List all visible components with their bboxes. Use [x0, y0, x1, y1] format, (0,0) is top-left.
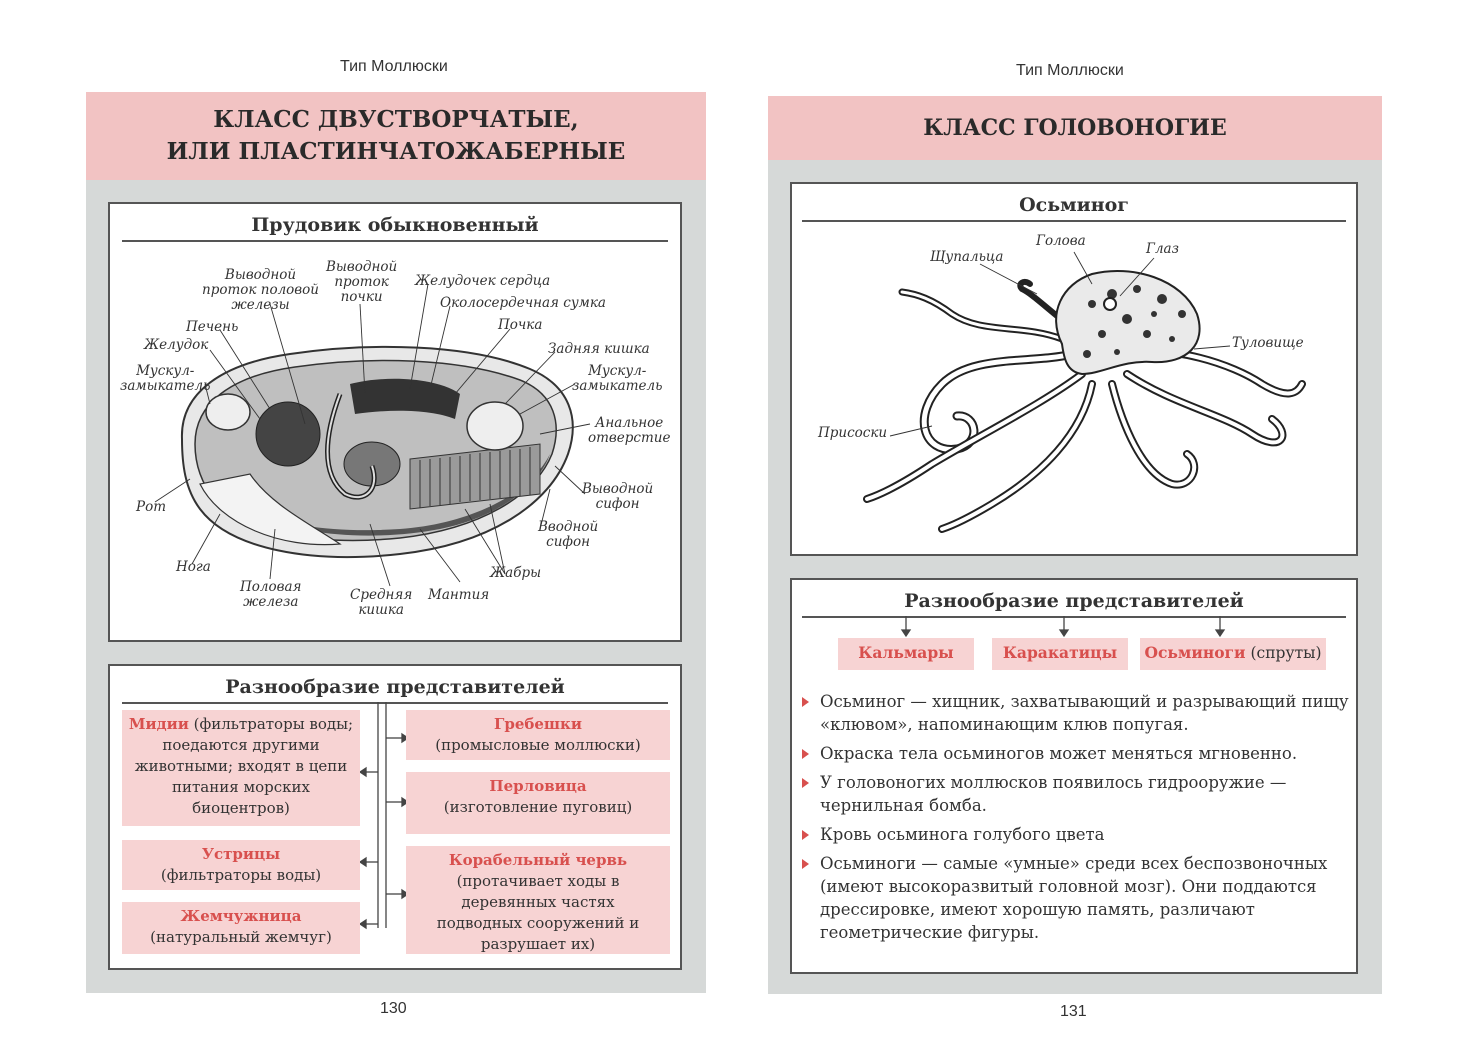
label-muskul-left: Мускул- замыкатель [120, 363, 211, 394]
bivalve-diversity-card [108, 664, 682, 970]
label-vyvodnoy-protok-polovoy: Выводной проток половой железы [202, 267, 319, 313]
diversity-item-desc: (изготовление пуговиц) [443, 798, 633, 816]
diversity-item-midii [122, 710, 360, 826]
label-vyvodnoy-protok-pochki: Выводной проток почки [326, 259, 398, 305]
fact-item: Осьминоги — самые «умные» среди всех беспозвоночных (имеют высокоразвитый головной мозг). Они поддаются дрессировке, имеют хорошую память, различают геометрические фигуры. [800, 852, 1352, 944]
diversity-item-name: Перловица [489, 777, 587, 795]
diversity-item-name: Устрицы [201, 845, 281, 863]
diversity-item-name: Жемчужница [180, 907, 302, 925]
diversity-item-name: Каракатицы [1002, 643, 1118, 662]
label-okoloserdechnaya: Околосердечная сумка [440, 295, 606, 311]
page-number-right: 131 [1060, 1003, 1087, 1020]
diversity-item-name: Корабельный червь [448, 851, 628, 869]
diversity-item-grebeshki [406, 710, 670, 760]
label-zadnyaya-kishka: Задняя кишка [548, 341, 650, 357]
running-head-left: Тип Моллюски [340, 58, 448, 75]
left-banner-title-line1: КЛАСС ДВУСТВОРЧАТЫЕ, [213, 106, 579, 133]
bivalve-diagram-title: Прудовик обыкновенный [251, 214, 539, 236]
label-zhabry: Жабры [490, 565, 542, 581]
label-vyvodnoy-sifon: Выводной сифон [582, 481, 654, 512]
octopus-diagram-card [790, 182, 1358, 556]
diversity-item-perlovitsa [406, 772, 670, 834]
label-srednyaya-kishka: Средняя кишка [350, 587, 413, 618]
diversity-item-zhemchuzhnitsa [122, 902, 360, 954]
label-pechen: Печень [186, 319, 239, 335]
label-shchupaltsa: Щупальца [930, 249, 1004, 265]
label-glaz: Глаз [1146, 241, 1179, 257]
diversity-item-karakatitsy [992, 638, 1128, 670]
diversity-item-desc: (натуральный жемчуг) [150, 928, 332, 946]
page-number-left: 130 [380, 1000, 407, 1017]
left-banner-title-line2: ИЛИ ПЛАСТИНЧАТОЖАБЕРНЫЕ [166, 138, 626, 165]
diversity-item-desc: (фильтраторы воды; поедаются другими животными; входят в цепи питания морских биоцентров) [134, 715, 354, 817]
diversity-item-ustritsy [122, 840, 360, 890]
diversity-item-name: Мидии [128, 715, 189, 733]
label-golova: Голова [1036, 233, 1086, 249]
diversity-item-korabelny-cherv [406, 846, 670, 954]
label-mantiya: Мантия [428, 587, 490, 603]
label-zheludochek: Желудочек сердца [415, 273, 551, 289]
label-noga: Нога [176, 559, 211, 575]
fact-item: Кровь осьминога голубого цвета [800, 823, 1352, 846]
diversity-item-name: Осьминоги [1144, 643, 1246, 662]
running-head-right: Тип Моллюски [1016, 62, 1124, 79]
label-analnoe: Анальное отверстие [588, 415, 671, 446]
diversity-item-name: Кальмары [858, 643, 954, 662]
diversity-item-kalmary [838, 638, 974, 670]
label-muskul-right: Мускул- замыкатель [572, 363, 663, 394]
label-vvodnoy-sifon: Вводной сифон [538, 519, 599, 550]
bivalve-diversity-title: Разнообразие представителей [225, 676, 565, 698]
diversity-item-desc: (фильтраторы воды) [160, 866, 322, 884]
label-tulovishche: Туловище [1232, 335, 1304, 351]
fact-item: У головоногих моллюсков появилось гидрооружие — чернильная бомба. [800, 771, 1352, 817]
right-banner [768, 96, 1382, 160]
left-banner [86, 92, 706, 180]
diversity-item-desc: (протачивает ходы в деревянных частях подводных сооружений и разрушает их) [436, 872, 640, 953]
octopus-facts-list [800, 690, 1352, 950]
bivalve-diagram-card [108, 202, 682, 642]
diversity-item-desc: (промысловые моллюски) [435, 736, 641, 754]
diversity-item-desc: (спруты) [1245, 644, 1322, 662]
right-banner-title: КЛАСС ГОЛОВОНОГИЕ [923, 115, 1227, 141]
label-pochka: Почка [498, 317, 543, 333]
octopus-diagram-title: Осьминог [1019, 194, 1129, 216]
label-rot: Рот [136, 499, 167, 515]
label-zheludok: Желудок [144, 337, 209, 353]
fact-item: Окраска тела осьминогов может меняться мгновенно. [800, 742, 1352, 765]
label-polovaya-zheleza: Половая железа [240, 579, 302, 610]
diversity-item-name: Гребешки [493, 715, 582, 733]
label-prisoski: Присоски [818, 425, 888, 441]
cephalopod-diversity-title: Разнообразие представителей [904, 590, 1244, 612]
diversity-item-osminogi [1140, 638, 1326, 670]
fact-item: Осьминог — хищник, захватывающий и разрывающий пищу «клювом», напоминающим клюв попугая. [800, 690, 1352, 736]
